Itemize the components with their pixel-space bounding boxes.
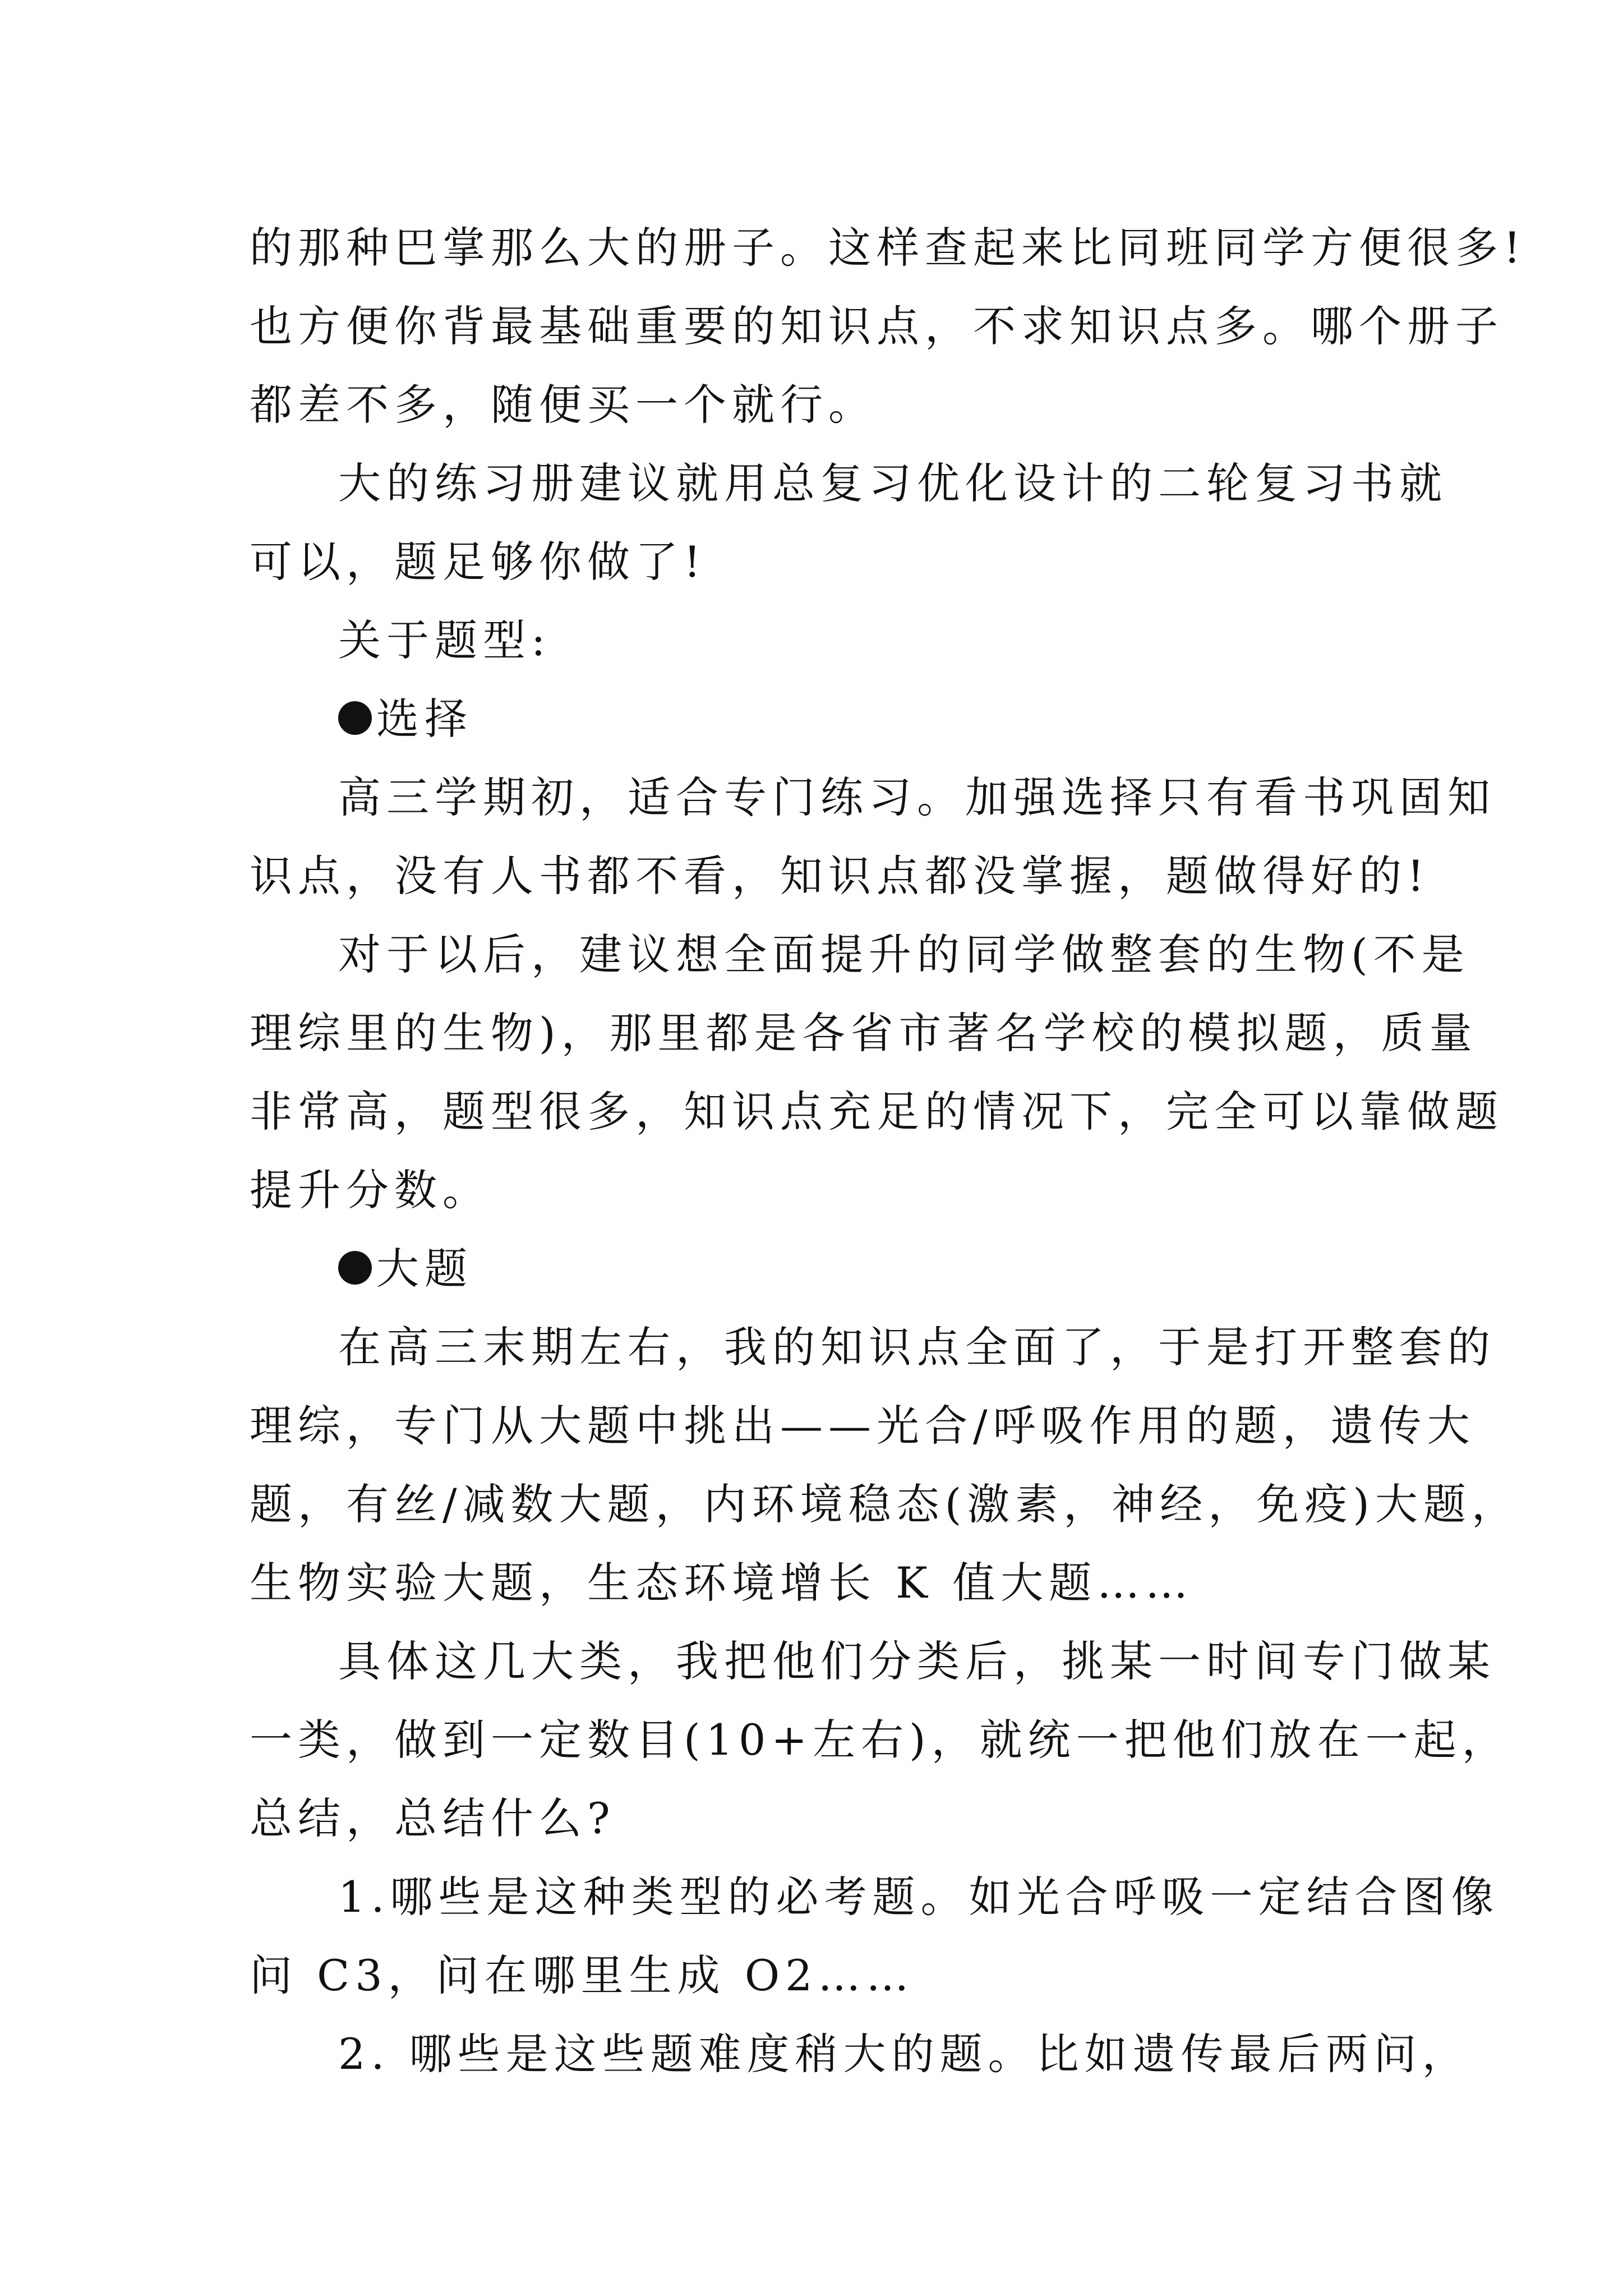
text-line [250,523,1394,601]
line-text: 具体这几大类，我把他们分类后，挑某一时间专门做某 [338,1636,1496,1686]
text-line [250,1073,1504,1151]
bullet-text: 大题 [376,1244,473,1294]
text-line [250,1701,1510,1779]
text-line [250,209,1527,287]
text-line [250,366,1394,444]
line-text: 1.哪些是这种类型的必考题。如光合呼吸一定结合图像 [338,1872,1500,1922]
line-text: 都差不多，随便买一个就行。 [250,380,877,430]
text-line [250,994,1478,1073]
line-text: 高三学期初，适合专门练习。加强选择只有看书巩固知 [338,772,1496,822]
line-text: 对于以后，建议想全面提升的同学做整套的生物(不是 [338,930,1470,979]
line-text: 大的练习册建议就用总复习优化设计的二轮复习书就 [338,458,1447,508]
bullet-dot-icon [338,1251,372,1285]
text-line [250,837,1430,915]
line-text: 也方便你背最基础重要的知识点，不求知识点多。哪个册子 [250,301,1504,351]
line-text: 生物实验大题，生态环境增长 K 值大题…… [250,1558,1194,1608]
line-text: 理综，专门从大题中挑出——光合/呼吸作用的题，遗传大 [250,1401,1476,1451]
line-text: 题，有丝/减数大题，内环境稳态(激素，神经，免疫)大题， [250,1479,1520,1529]
line-text: 可以，题足够你做了! [250,537,707,587]
document-body [250,209,1527,2093]
text-line [250,287,1504,366]
line-text: 问 C3，问在哪里生成 O2…… [250,1950,915,2000]
text-line [250,1308,1496,1387]
line-text: 关于题型: [338,615,551,665]
text-line [250,444,1447,523]
bullet-heading [250,1230,1394,1308]
line-text: 非常高，题型很多，知识点充足的情况下，完全可以靠做题 [250,1087,1504,1137]
text-line [250,758,1496,837]
text-line [250,1465,1520,1544]
text-line [250,1387,1476,1465]
line-text: 2. 哪些是这些题难度稍大的题。比如遗传最后两问， [338,2029,1470,2079]
line-text: 提升分数。 [250,1165,491,1215]
line-text: 识点，没有人书都不看，知识点都没掌握，题做得好的! [250,851,1430,901]
text-line [250,1936,1394,2015]
text-line [250,1622,1496,1701]
text-line [250,1779,1394,1858]
bullet-text: 选择 [376,694,473,744]
section-heading [250,601,1394,680]
numbered-item [250,1858,1500,1936]
bullet-heading [250,680,1394,758]
text-line [250,915,1470,994]
line-text: 的那种巴掌那么大的册子。这样查起来比同班同学方便很多! [250,223,1527,273]
line-text: 在高三末期左右，我的知识点全面了，于是打开整套的 [338,1322,1496,1372]
line-text: 理综里的生物)，那里都是各省市著名学校的模拟题，质量 [250,1008,1478,1058]
numbered-item [250,2015,1470,2093]
text-line [250,1544,1394,1622]
bullet-dot-icon [338,701,372,735]
line-text: 总结，总结什么? [250,1793,616,1843]
line-text: 一类，做到一定数目(10+左右)，就统一把他们放在一起， [250,1715,1510,1765]
text-line [250,1151,1394,1230]
